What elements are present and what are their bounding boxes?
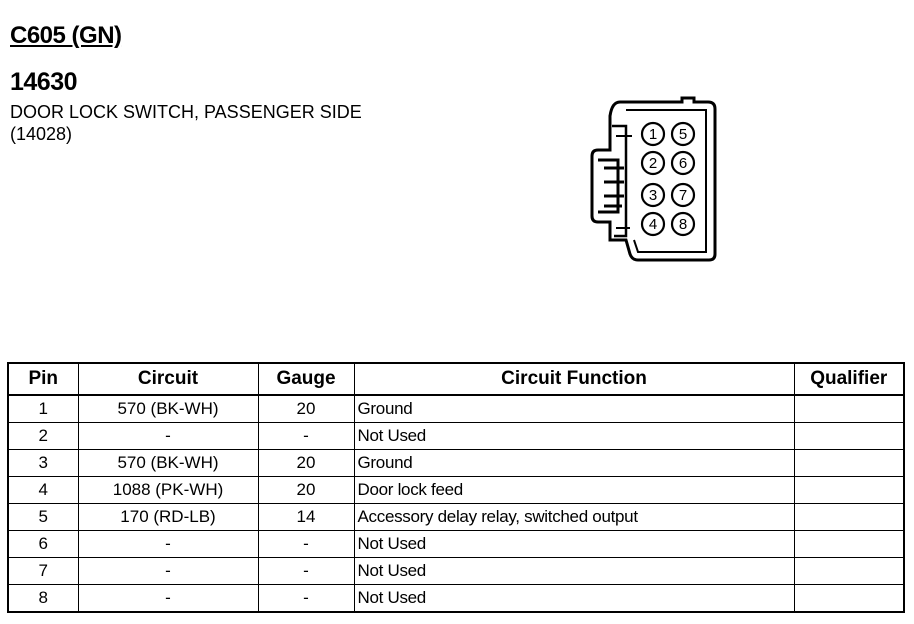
cell-circuit-function: Accessory delay relay, switched output (354, 504, 794, 531)
cell-circuit: - (78, 585, 258, 613)
pin-cavities (642, 123, 694, 235)
svg-text:5: 5 (678, 126, 688, 143)
svg-text:2: 2 (648, 155, 658, 172)
svg-text:6: 6 (678, 155, 688, 172)
pin-cavity-1 (642, 123, 664, 145)
cell-pin: 3 (8, 450, 78, 477)
cell-qualifier (794, 477, 904, 504)
cell-qualifier (794, 531, 904, 558)
cell-qualifier (794, 504, 904, 531)
cell-pin: 1 (8, 395, 78, 423)
pin-cavity-2 (642, 152, 664, 174)
column-header-circuit-function: Circuit Function (354, 363, 794, 395)
cell-circuit-function: Not Used (354, 423, 794, 450)
table-row (8, 450, 904, 477)
cell-circuit-function: Not Used (354, 585, 794, 613)
cell-circuit-function: Not Used (354, 531, 794, 558)
table-row (8, 423, 904, 450)
cell-circuit: 570 (BK-WH) (78, 395, 258, 423)
cell-circuit-function: Ground (354, 450, 794, 477)
column-header-circuit: Circuit (78, 363, 258, 395)
cell-circuit-function: Ground (354, 395, 794, 423)
svg-text:7: 7 (678, 187, 688, 204)
pin-cavity-6 (672, 152, 694, 174)
cell-pin: 7 (8, 558, 78, 585)
cell-pin: 5 (8, 504, 78, 531)
cell-circuit: - (78, 558, 258, 585)
cell-pin: 6 (8, 531, 78, 558)
pin-cavity-3 (642, 184, 664, 206)
cell-gauge: 14 (258, 504, 354, 531)
svg-text:8: 8 (678, 216, 688, 233)
cell-circuit: - (78, 531, 258, 558)
cell-circuit: 570 (BK-WH) (78, 450, 258, 477)
pin-cavity-4 (642, 213, 664, 235)
cell-circuit-function: Not Used (354, 558, 794, 585)
table-header-row (8, 363, 904, 395)
svg-text:3: 3 (648, 187, 658, 204)
pin-cavity-7 (672, 184, 694, 206)
column-header-gauge: Gauge (258, 363, 354, 395)
table-row (8, 477, 904, 504)
table-row (8, 585, 904, 613)
cell-gauge: - (258, 585, 354, 613)
pin-cavity-5 (672, 123, 694, 145)
table-row (8, 395, 904, 423)
column-header-qualifier: Qualifier (794, 363, 904, 395)
cell-gauge: 20 (258, 477, 354, 504)
table-row (8, 504, 904, 531)
table-row (8, 531, 904, 558)
cell-circuit: - (78, 423, 258, 450)
cell-gauge: 20 (258, 450, 354, 477)
cell-circuit: 1088 (PK-WH) (78, 477, 258, 504)
table-body (8, 395, 904, 612)
part-number: 14630 (10, 68, 78, 96)
pinout-table (7, 362, 905, 613)
component-description: DOOR LOCK SWITCH, PASSENGER SIDE (14028) (10, 102, 362, 144)
cell-gauge: - (258, 531, 354, 558)
column-header-pin: Pin (8, 363, 78, 395)
cell-qualifier (794, 395, 904, 423)
cell-qualifier (794, 423, 904, 450)
connector-face-diagram (572, 96, 722, 266)
cell-gauge: 20 (258, 395, 354, 423)
cell-qualifier (794, 585, 904, 613)
cell-qualifier (794, 450, 904, 477)
cell-qualifier (794, 558, 904, 585)
table-row (8, 558, 904, 585)
cell-pin: 8 (8, 585, 78, 613)
cell-gauge: - (258, 423, 354, 450)
cell-gauge: - (258, 558, 354, 585)
cell-pin: 4 (8, 477, 78, 504)
pin-cavity-8 (672, 213, 694, 235)
cell-circuit: 170 (RD-LB) (78, 504, 258, 531)
svg-text:4: 4 (648, 216, 658, 233)
connector-id: C605 (GN) (10, 22, 122, 49)
svg-text:1: 1 (648, 126, 658, 143)
cell-circuit-function: Door lock feed (354, 477, 794, 504)
cell-pin: 2 (8, 423, 78, 450)
